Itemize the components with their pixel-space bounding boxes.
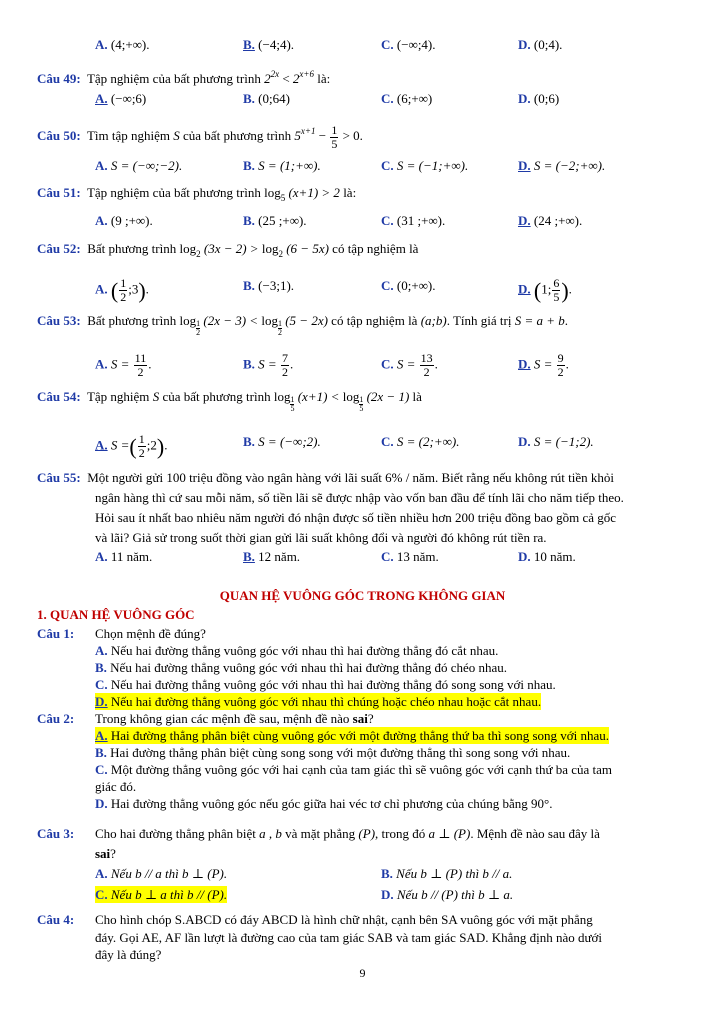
q54-option-a[interactable]: A. S =( $\frac{1}{2}$ ;2).: [95, 432, 168, 460]
option-label: C.: [381, 91, 394, 106]
math-log: log: [179, 313, 197, 328]
option-text: S =: [533, 356, 553, 372]
option-label: C.: [381, 356, 394, 372]
math-base: 2: [264, 71, 271, 86]
option-text: Nếu hai đường thẳng vuông góc với nhau thì hai đường thẳng đó song song với nhau.: [110, 677, 556, 692]
math-log: log: [264, 185, 281, 200]
math-var: a , b: [259, 826, 282, 841]
option-text: S =: [110, 437, 130, 453]
math-base: 5: [294, 128, 301, 143]
option-label: A.: [95, 866, 108, 881]
question-emphasis: sai: [95, 846, 111, 861]
option-label: B.: [95, 660, 107, 675]
numerator: 1: [331, 122, 338, 137]
option-text: (−∞;4).: [396, 37, 436, 52]
option-text: Một đường thẳng vuông góc với hai cạnh của tam giác thì sẽ vuông góc với cạnh thứ ba của tam: [110, 762, 613, 777]
question-text: ?: [110, 846, 116, 861]
option-text: (−∞;6): [110, 91, 147, 106]
option-text: S =: [110, 356, 130, 372]
question-text: . Tính giá trị: [446, 313, 512, 328]
paren-open: (: [110, 278, 119, 303]
question-text: Tập nghiệm của bất phương trình: [86, 71, 261, 86]
option-text: (24 ;+∞).: [533, 213, 583, 228]
math-log: log: [342, 389, 360, 404]
c1-option-c[interactable]: [95, 676, 556, 693]
q53-option-d[interactable]: D. S = $\frac{9}{2}$ .: [518, 351, 569, 379]
math-var: S: [152, 389, 160, 404]
option-label: B.: [243, 213, 255, 228]
q50-option-d[interactable]: [518, 157, 605, 174]
option-text: (9 ;+∞).: [110, 213, 153, 228]
option-text: S = (−2;+∞).: [533, 158, 606, 173]
fraction: [134, 352, 148, 379]
q49-option-d[interactable]: [518, 90, 559, 107]
c1-question: Chọn mệnh đề đúng?: [95, 626, 206, 641]
fraction: [138, 433, 146, 460]
question-text: Bất phương trình: [87, 313, 177, 328]
option-text: Nếu hai đường thẳng vuông góc với nhau thì hai đường thẳng đó cắt nhau.: [110, 643, 499, 658]
question-text: . Mệnh đề nào sau đây là: [470, 826, 600, 841]
math-arg: (3x − 2) >: [203, 241, 259, 256]
c2-option-a[interactable]: [95, 727, 609, 744]
math-arg: (2x − 1): [366, 389, 410, 404]
option-text: Hai đường thẳng phân biệt cùng vuông góc với một đường thẳng thứ ba thì song song với nhau.: [110, 728, 610, 743]
option-label: D.: [518, 213, 531, 228]
c1-stem: [37, 625, 74, 642]
fraction: [420, 352, 434, 379]
math-arg: (6 − 5x): [286, 241, 329, 256]
denominator: 2: [138, 446, 145, 460]
option-text: S = (2;+∞).: [396, 434, 460, 449]
q51-option-b[interactable]: [243, 212, 307, 229]
question-label: Câu 49:: [37, 71, 81, 86]
option-label: A.: [95, 37, 108, 52]
numerator: 1: [138, 432, 145, 446]
math-sub-fraction: [290, 396, 294, 413]
q48-option-b[interactable]: [243, 36, 294, 53]
q49-option-c[interactable]: [381, 90, 432, 107]
option-text: (4;+∞).: [110, 37, 150, 52]
option-label: C.: [95, 677, 108, 692]
c3-option-a[interactable]: [95, 865, 227, 882]
c2-option-c[interactable]: [95, 761, 612, 778]
numerator: 7: [281, 351, 288, 365]
option-label: C.: [381, 278, 394, 293]
denominator: 2: [196, 328, 201, 337]
question-label: Câu 4:: [37, 912, 75, 927]
option-label: D.: [518, 37, 531, 52]
math-var: (P): [358, 826, 376, 841]
question-text: Tập nghiệm của bất phương trình: [86, 185, 261, 200]
denominator: 2: [137, 365, 144, 379]
q55-option-d[interactable]: [518, 548, 576, 565]
option-text: S = (−1;2).: [533, 434, 594, 449]
option-text: (−3;1).: [258, 278, 295, 293]
option-label: D.: [518, 281, 531, 297]
option-label: D.: [518, 91, 531, 106]
c3-question-line-2: [95, 845, 116, 862]
option-label: D.: [518, 549, 531, 564]
question-text: có tập nghiệm là: [332, 241, 419, 256]
option-text: Nếu hai đường thẳng vuông góc với nhau thì chúng hoặc chéo nhau hoặc cắt nhau.: [110, 694, 542, 709]
fraction: [557, 352, 565, 379]
question-text: Trong không gian các mệnh đề sau, mệnh đề nào: [95, 711, 350, 726]
option-text: Hai đường thẳng vuông góc nếu góc giữa hai véc tơ chỉ phương của chúng bằng 90°.: [110, 796, 553, 811]
numerator: 1: [120, 276, 127, 290]
option-label: D.: [95, 694, 108, 709]
question-text: của bất phương trình: [162, 389, 271, 404]
paren-open: (: [533, 278, 542, 303]
option-label: A.: [95, 728, 108, 743]
option-label: A.: [95, 549, 108, 564]
option-label: C.: [381, 158, 394, 173]
c4-line-2: đáy. Gọi AE, AF lần lượt là đường cao của tam giác SAB và tam giác SAD. Khẳng định nào dưới: [95, 930, 603, 945]
question-text: Bất phương trình: [87, 241, 177, 256]
math-log: log: [261, 313, 278, 328]
c1-option-b[interactable]: [95, 659, 507, 676]
paren-close: ): [156, 434, 165, 459]
q48-option-a[interactable]: [95, 36, 150, 53]
q53-option-c[interactable]: C. S = $\frac{13}{2}$ .: [381, 351, 438, 379]
option-label: D.: [518, 158, 531, 173]
question-emphasis: sai: [352, 711, 368, 726]
math-sub: 2: [196, 249, 201, 259]
math-op: > 0.: [342, 128, 363, 143]
option-text: (6;+∞): [396, 91, 433, 106]
question-label: Câu 55:: [37, 470, 81, 485]
paren-close: ): [138, 278, 146, 303]
math-sub: 5: [280, 193, 286, 203]
math-exp: x+1: [300, 126, 316, 136]
option-text: S =: [396, 356, 416, 372]
option-label: A.: [95, 437, 108, 453]
option-text: Nếu b // a thì b ⊥ (P).: [110, 866, 228, 881]
option-label: D.: [518, 434, 531, 449]
denominator: 2: [557, 365, 564, 379]
option-label: C.: [381, 434, 394, 449]
option-label: A.: [95, 158, 108, 173]
numerator: 13: [420, 351, 433, 365]
option-label: A.: [95, 281, 108, 297]
math-arg: (5 − 2x): [285, 313, 328, 328]
c2-question: [95, 710, 374, 727]
q52-stem: [37, 240, 418, 263]
option-text: (31 ;+∞).: [396, 213, 446, 228]
option-text: ;2: [146, 437, 157, 453]
math-op: <: [282, 71, 290, 86]
math-sub-fraction: [196, 320, 200, 337]
denominator: 5: [359, 404, 364, 413]
option-label: C.: [95, 762, 108, 777]
page-number: 9: [359, 966, 366, 980]
paren-close: ): [561, 278, 569, 303]
math-sub-fraction: [278, 320, 282, 337]
math-log: log: [261, 241, 279, 256]
paren-open: (: [129, 434, 137, 459]
q55-option-b[interactable]: [243, 548, 300, 565]
option-label: C.: [95, 887, 108, 902]
q55-line-2: ngân hàng thì cứ sau mỗi năm, số tiền lãi sẽ được nhập vào vốn ban đầu để tính lãi cho năm tiếp theo.: [95, 490, 624, 505]
section-title: QUAN HỆ VUÔNG GÓC TRONG KHÔNG GIAN: [219, 588, 506, 603]
q48-option-d[interactable]: [518, 36, 562, 53]
math-expr: S = a + b: [514, 313, 565, 328]
c2-label: [37, 710, 74, 727]
q54-option-d[interactable]: [518, 433, 594, 450]
q55-line-1: [37, 469, 614, 486]
denominator: 2: [120, 290, 127, 304]
q55-option-a[interactable]: [95, 548, 152, 565]
c2-option-c-cont: giác đó.: [95, 779, 137, 794]
option-label: B.: [95, 745, 107, 760]
option-text: ;3: [128, 281, 139, 297]
option-label: D.: [95, 796, 108, 811]
q50-option-a[interactable]: [95, 157, 182, 174]
option-text: S = (−1;+∞).: [396, 158, 469, 173]
fraction: [119, 277, 127, 304]
math-exp: x+6: [299, 69, 314, 79]
option-text: S = (−∞;2).: [258, 434, 321, 449]
option-label: B.: [243, 37, 255, 52]
math-arg: (x+1) <: [297, 389, 340, 404]
math-log: log: [273, 389, 291, 404]
question-label: Câu 51:: [37, 185, 81, 200]
denominator: 2: [423, 365, 430, 379]
math-base: 2: [292, 71, 300, 86]
option-text: (0;64): [258, 91, 290, 106]
question-text: , trong đó: [375, 826, 426, 841]
q54-option-b[interactable]: [243, 433, 321, 450]
c4-line-3: đây là đúng?: [95, 947, 162, 962]
c3-option-d[interactable]: [381, 886, 513, 903]
c4-line-1: Cho hình chóp S.ABCD có đáy ABCD là hình chữ nhật, cạnh bên SA vuông góc với mặt phẳng: [95, 912, 593, 927]
option-label: A.: [95, 213, 108, 228]
option-text: S = (1;+∞).: [258, 158, 321, 173]
q49-option-a[interactable]: [95, 90, 146, 107]
question-label: Câu 1:: [37, 626, 75, 641]
option-text: 10 năm.: [533, 549, 576, 564]
q49-stem: [37, 66, 330, 87]
q53-option-a[interactable]: A. S = $\frac{11}{2}$ .: [95, 351, 152, 379]
c3-option-b[interactable]: [381, 865, 512, 882]
option-text: Nếu b ⊥ a thì b // (P).: [110, 887, 228, 902]
numerator: 1: [290, 395, 295, 404]
denominator: 2: [277, 328, 282, 337]
numerator: 1: [196, 319, 201, 328]
option-label: B.: [243, 278, 255, 293]
question-text: Tập nghiệm: [86, 389, 150, 404]
math-var: S: [173, 128, 180, 143]
denominator: 5: [290, 404, 295, 413]
c1-option-a[interactable]: [95, 642, 498, 659]
q50-option-b[interactable]: [243, 157, 321, 174]
q55-line-3: Hỏi sau ít nhất bao nhiêu năm người đó nhận được số tiền nhiều hơn 200 triệu đồng bao gồm cả gốc: [95, 510, 617, 525]
c3-option-c[interactable]: [95, 886, 227, 903]
question-text: của bất phương trình: [183, 128, 292, 143]
c3-question-line-1: [95, 825, 600, 842]
question-label: Câu 52:: [37, 241, 81, 256]
option-text: (0;4).: [533, 37, 563, 52]
denominator: 5: [553, 290, 560, 304]
q52-option-d[interactable]: D. (1; $\frac{6}{5}$ ).: [518, 276, 572, 304]
fraction: [281, 352, 289, 379]
q55-line-4: và lãi? Giả sử trong suốt thời gian gửi lãi suất không đổi và người đó không rút tiền ra.: [95, 530, 547, 545]
math-arg: (x+1) > 2: [288, 185, 340, 200]
option-text: 1;: [541, 281, 552, 297]
option-text: (25 ;+∞).: [258, 213, 307, 228]
math-arg: (2x − 3) <: [203, 313, 259, 328]
option-label: C.: [381, 549, 394, 564]
numerator: 11: [134, 351, 147, 365]
question-label: Câu 50:: [37, 128, 81, 143]
option-text: 12 năm.: [258, 549, 301, 564]
q54-stem: [37, 388, 422, 413]
question-label: Câu 53:: [37, 313, 81, 328]
c3-label: [37, 825, 74, 842]
c2-option-d[interactable]: [95, 795, 552, 812]
question-text: có tập nghiệm là: [331, 313, 418, 328]
option-label: B.: [243, 158, 255, 173]
option-text: Nếu b ⊥ (P) thì b // a.: [396, 866, 513, 881]
q52-option-c[interactable]: [381, 277, 436, 294]
question-text: ?: [367, 711, 374, 726]
q48-option-c[interactable]: [381, 36, 436, 53]
q49-option-b[interactable]: [243, 90, 290, 107]
question-text: là:: [343, 185, 357, 200]
option-label: D.: [518, 356, 531, 372]
q51-stem: [37, 184, 356, 207]
q52-option-a[interactable]: A. ( $\frac{1}{2}$ ;3).: [95, 276, 149, 304]
question-label: Câu 54:: [37, 389, 81, 404]
q50-option-c[interactable]: [381, 157, 468, 174]
option-text: S = (−∞;−2).: [110, 158, 183, 173]
c4-label: [37, 911, 74, 928]
question-text: Một người gửi 100 triệu đồng vào ngân hàng với lãi suất 6% / năm. Biết rằng nếu không rút tiền khỏi: [87, 470, 615, 485]
option-label: B.: [243, 91, 255, 106]
option-text: 13 năm.: [396, 549, 439, 564]
option-label: B.: [243, 434, 255, 449]
denominator: 5: [331, 136, 338, 151]
math-expr: a ⊥ (P): [428, 826, 471, 841]
question-label: Câu 2:: [37, 711, 75, 726]
option-text: Hai đường thẳng phân biệt cùng song song với một đường thẳng thì song song với nhau.: [110, 745, 571, 760]
option-text: Nếu hai đường thẳng vuông góc với nhau thì hai đường thẳng đó chéo nhau.: [110, 660, 508, 675]
q55-option-c[interactable]: [381, 548, 439, 565]
math-sub-fraction: [359, 396, 363, 413]
numerator: 6: [553, 276, 560, 290]
math-sub: 2: [278, 249, 283, 259]
q51-option-a[interactable]: [95, 212, 153, 229]
option-text: Nếu b // (P) thì b ⊥ a.: [396, 887, 514, 902]
math-interval: (a;b): [420, 313, 447, 328]
option-label: B.: [243, 356, 255, 372]
q50-stem: [37, 123, 363, 151]
q54-option-c[interactable]: [381, 433, 459, 450]
denominator: 2: [281, 365, 288, 379]
math-log: log: [179, 241, 197, 256]
question-label: Câu 3:: [37, 826, 75, 841]
math-exp: 2x: [270, 69, 280, 79]
q53-stem: Câu 53: Bất phương trình log $\frac{1}{2}$ (2x − 3) < log $\frac{1}{2}$ (5 − 2x) có tập nghiệm là (a;b). Tính giá trị S = a + b.: [37, 313, 569, 337]
option-text: S =: [258, 356, 277, 372]
numerator: 9: [557, 351, 564, 365]
c2-option-b[interactable]: [95, 744, 570, 761]
q51-option-c[interactable]: [381, 212, 445, 229]
question-text: Tìm tập nghiệm: [86, 128, 171, 143]
option-label: C.: [381, 213, 394, 228]
option-label: B.: [243, 549, 255, 564]
numerator: 1: [359, 395, 364, 404]
fraction: [330, 124, 338, 151]
option-label: A.: [95, 91, 108, 106]
numerator: 1: [277, 319, 282, 328]
option-text: 11 năm.: [110, 549, 153, 564]
option-text: (0;+∞).: [396, 278, 436, 293]
fraction: [552, 277, 560, 304]
option-label: A.: [95, 356, 108, 372]
q51-option-d[interactable]: [518, 212, 582, 229]
q52-option-b[interactable]: [243, 277, 294, 294]
option-text: (−4;4).: [258, 37, 295, 52]
question-text: là:: [317, 71, 331, 86]
subsection-title: 1. QUAN HỆ VUÔNG GÓC: [37, 607, 195, 622]
q53-option-b[interactable]: B. S = $\frac{7}{2}$ .: [243, 351, 294, 379]
question-text: và mặt phẳng: [285, 826, 356, 841]
option-label: A.: [95, 643, 108, 658]
question-text: Cho hai đường thẳng phân biệt: [95, 826, 256, 841]
question-text: là: [412, 389, 422, 404]
option-text: (0;6): [533, 91, 560, 106]
c1-option-d[interactable]: [95, 693, 541, 710]
option-label: D.: [381, 887, 394, 902]
math-op: −: [318, 128, 327, 143]
option-label: B.: [381, 866, 393, 881]
option-label: C.: [381, 37, 394, 52]
